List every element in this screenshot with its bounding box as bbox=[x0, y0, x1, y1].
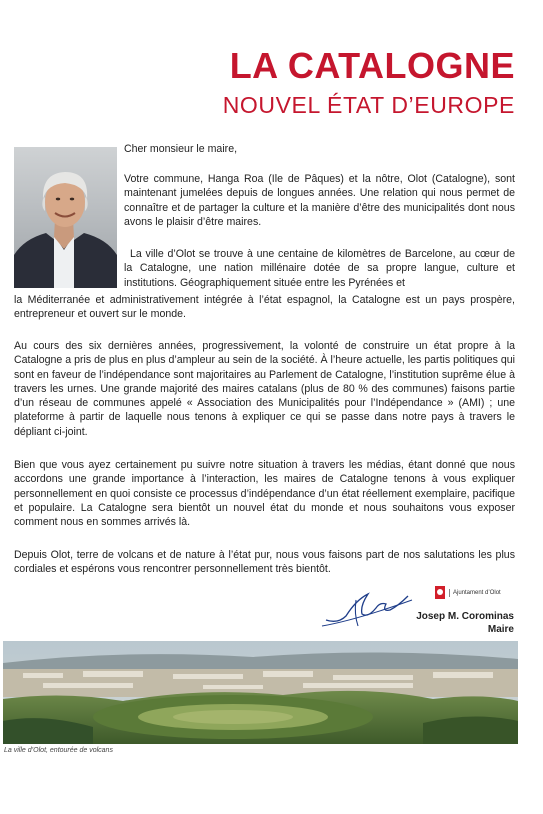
title-line-2: NOUVEL ÉTAT D’EUROPE bbox=[222, 92, 515, 118]
olot-crest-icon bbox=[435, 586, 445, 599]
letter-paragraph-1: Votre commune, Hanga Roa (Ile de Pâques) et la nôtre, Olot (Catalogne), sont maintenant jumelées depuis de longues années. Une relation qui nous permet de connaître et de partager la culture et la manière d’être des municipalités dont nous avons le plaisir d’être maires. bbox=[124, 173, 515, 228]
handwritten-signature bbox=[316, 580, 416, 632]
letter-paragraph-4: Bien que vous ayez certainement pu suivre notre situation à travers les médias, étant donné que nous accordons une grande importance à l’interaction, les maires de Catalogne tenons à vous expliquer personnellement en quoi consiste ce processus d’indépendance d’un état réellement exemplaire, pacifique et populaire. La Catalogne sera bientôt un nouvel état du monde et nous souhaitons vous exposer comment nous en sommes arrivés là. bbox=[14, 459, 515, 529]
logo-text: Ajuntament d’Olot bbox=[449, 589, 501, 597]
title-line-1: LA CATALOGNE bbox=[229, 45, 515, 86]
letter-paragraph-2-start: La ville d’Olot se trouve à une centaine de kilomètres de Barcelone, au cœur de la Catalogne, une nation millénaire dotée de sa propre langue, culture et institutions. Géographiquement située entre les Pyrénées et bbox=[124, 248, 515, 289]
header-title bbox=[222, 45, 515, 118]
signer-role: Maire bbox=[487, 624, 514, 635]
olot-aerial-photo bbox=[3, 641, 518, 744]
town-hall-logo bbox=[435, 586, 501, 599]
letter-paragraph-3: Au cours des six dernières années, progressivement, la volonté de construire un état propre à la Catalogne a pris de plus en plus d’ampleur au sein de la société. À l’heure actuelle, les partis politiques qui sont en faveur de l’indépendance sont majoritaires au Parlement de Catalogne, l’institution suprême élue à travers les urnes. Une grande majorité des maires catalans (plus de 80 % des communes) faisons partie d’un réseau de communes appelé « Association des Municipalités pour l’Indépendance » (AMI) ; une plateforme à partir de laquelle nous tenons à expliquer ce qui se passe dans notre pays à travers le dépliant ci-joint. bbox=[14, 340, 515, 438]
photo-caption: La ville d’Olot, entourée de volcans bbox=[4, 747, 113, 754]
letter-paragraph-5: Depuis Olot, terre de volcans et de nature à l’état pur, nous vous faisons part de nos salutations les plus cordiales et espérons vous rencontrer personnellement très bientôt. bbox=[14, 549, 515, 576]
letter-paragraph-2-end: la Méditerranée et administrativement intégrée à l’état espagnol, la Catalogne est un pays prospère, entrepreneur et ouvert sur le monde. bbox=[14, 294, 515, 321]
signer-name: Josep M. Corominas bbox=[416, 611, 514, 622]
mayor-portrait bbox=[14, 147, 117, 288]
letter-salutation: Cher monsieur le maire, bbox=[124, 143, 238, 155]
